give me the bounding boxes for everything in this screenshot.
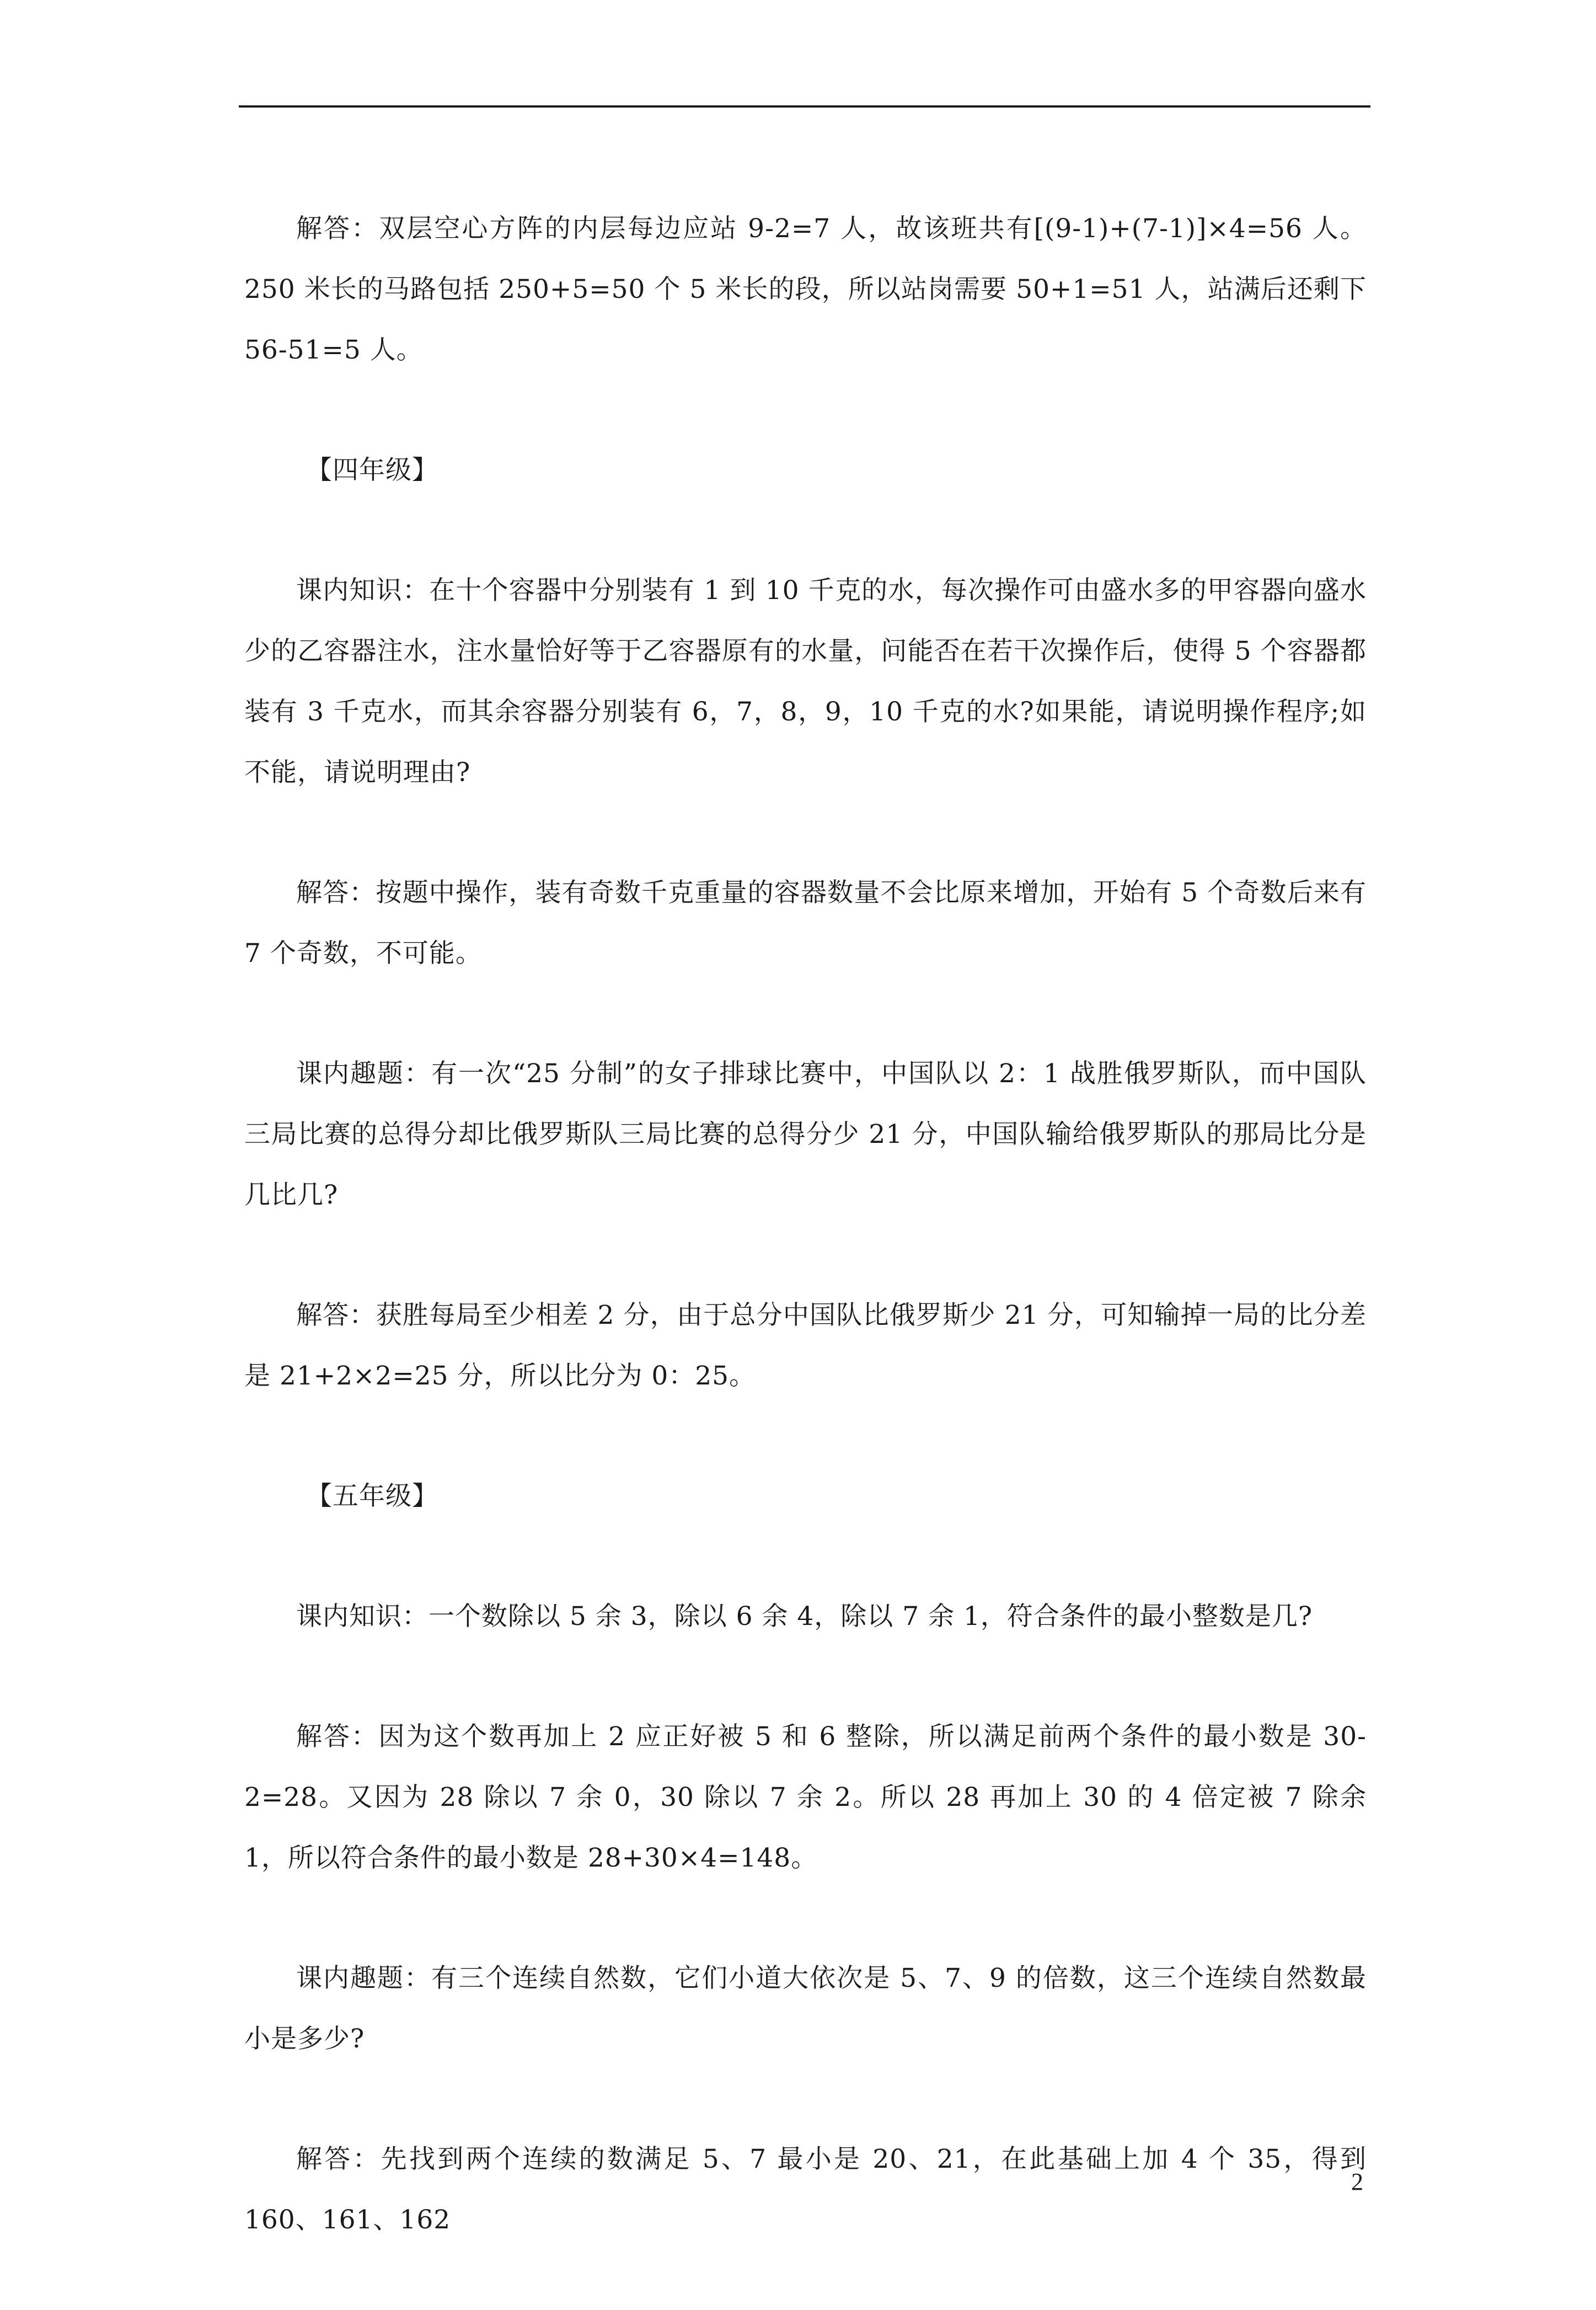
knowledge-paragraph: 课内知识：一个数除以 5 余 3，除以 6 余 4，除以 7 余 1，符合条件的最小整数是几? (296, 1601, 1313, 1632)
puzzle-paragraph: 课内趣题：有一次“25 分制”的女子排球比赛中，中国队以 2：1 战胜俄罗斯队，而中国队三局比赛的总得分却比俄罗斯队三局比赛的总得分少 21 分，中国队输给俄罗斯队的那局比分是几比几? (244, 1058, 1367, 1210)
answer-paragraph: 解答：获胜每局至少相差 2 分，由于总分中国队比俄罗斯少 21 分，可知输掉一局的比分差是 21+2×2=25 分，所以比分为 0：25。 (244, 1300, 1367, 1391)
knowledge-paragraph: 课内知识：在十个容器中分别装有 1 到 10 千克的水，每次操作可由盛水多的甲容器向盛水少的乙容器注水，注水量恰好等于乙容器原有的水量，问能否在若干次操作后，使得 5 个容器都装有 3 千克水，而其余容器分别装有 6，7，8，9，10 千克的水?如果能，请说明操作程序;如不能，请说明理由? (244, 575, 1367, 788)
puzzle-paragraph: 课内趣题：有三个连续自然数，它们小道大依次是 5、7、9 的倍数，这三个连续自然数最小是多少? (244, 1963, 1367, 2054)
answer-paragraph: 解答：先找到两个连续的数满足 5、7 最小是 20、21，在此基础上加 4 个 35，得到 160、161、162 (244, 2144, 1367, 2235)
section-heading-grade-4: 【四年级】 (306, 455, 438, 485)
answer-paragraph: 解答：因为这个数再加上 2 应正好被 5 和 6 整除，所以满足前两个条件的最小数是 30-2=28。又因为 28 除以 7 余 0，30 除以 7 余 2。所以 28 再加上 30 的 4 倍定被 7 除余 1，所以符合条件的最小数是 28+30×4=148。 (244, 1721, 1367, 1873)
page-number: 2 (1351, 2168, 1363, 2195)
answer-paragraph: 解答：双层空心方阵的内层每边应站 9-2=7 人，故该班共有[(9-1)+(7-1)]×4=56 人。250 米长的马路包括 250+5=50 个 5 米长的段，所以站岗需要 50+1=51 人，站满后还剩下 56-51=5 人。 (244, 213, 1367, 365)
page-body (244, 199, 1367, 2310)
section-heading-grade-5: 【五年级】 (306, 1481, 438, 1511)
answer-paragraph: 解答：按题中操作，装有奇数千克重量的容器数量不会比原来增加，开始有 5 个奇数后来有 7 个奇数，不可能。 (244, 878, 1367, 969)
header-rule (239, 105, 1370, 108)
